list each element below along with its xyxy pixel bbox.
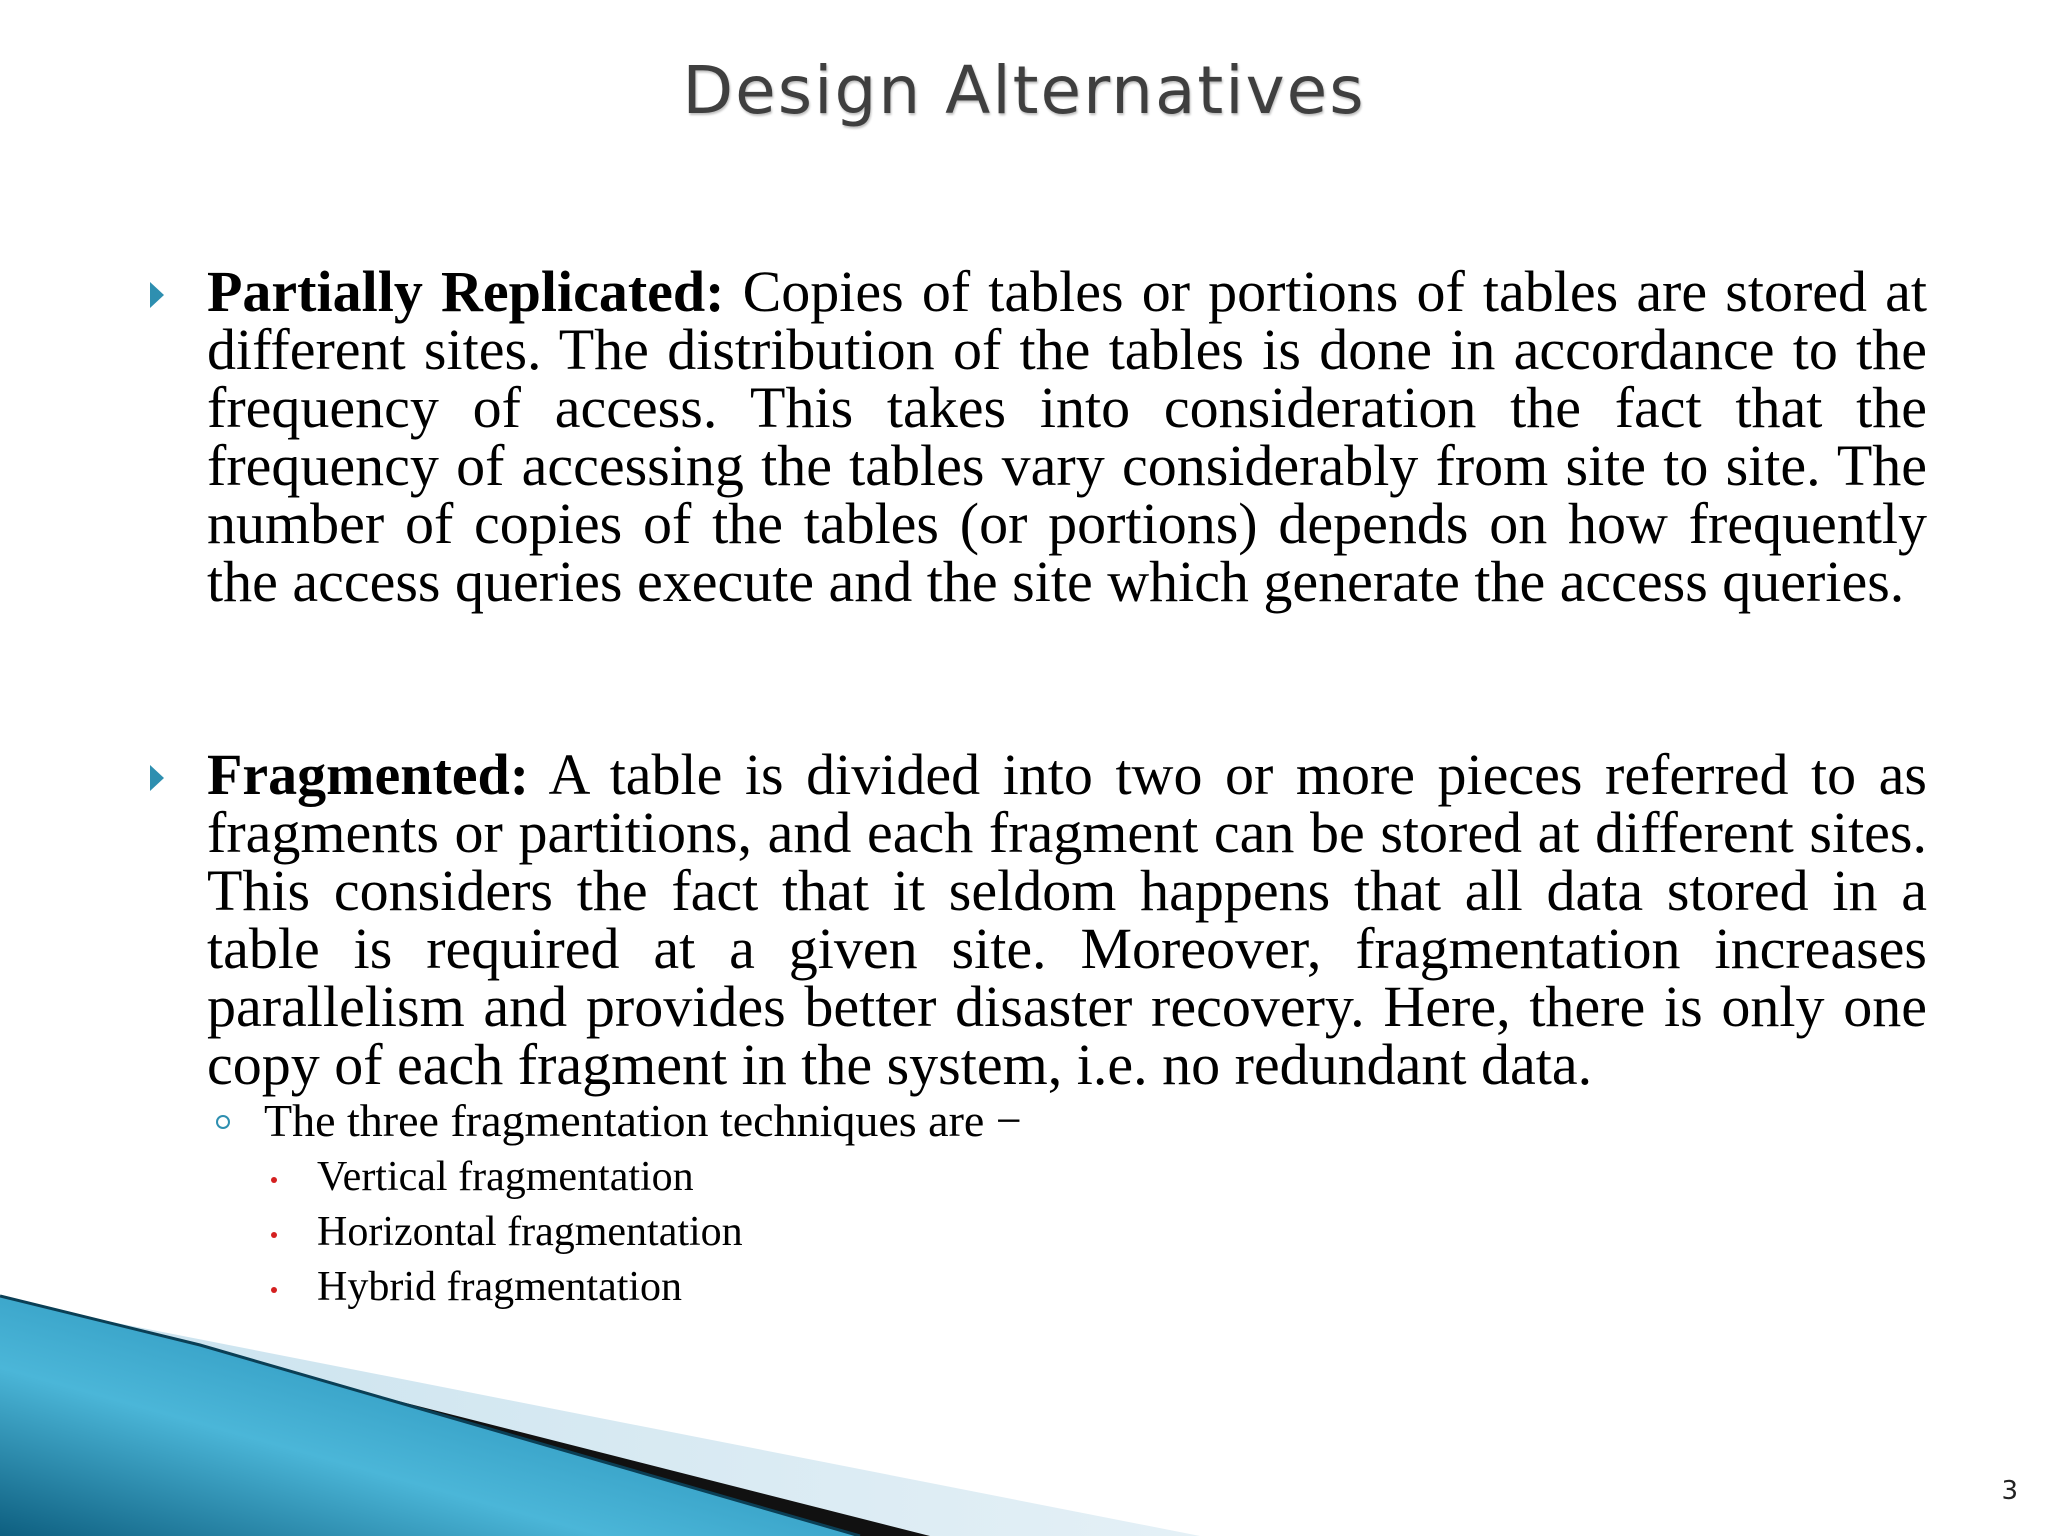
dot-bullet-icon (271, 1232, 277, 1238)
technique-item: Vertical fragmentation (317, 1154, 694, 1200)
bullet-heading: Fragmented: (207, 742, 530, 807)
technique-item: Horizontal fragmentation (317, 1209, 743, 1255)
sub-bullet-techniques: The three fragmentation techniques are − (264, 1095, 1022, 1146)
technique-item: Hybrid fragmentation (317, 1264, 683, 1310)
bullet-partially-replicated (207, 259, 1927, 614)
bullet-text: A table is divided into two or more pieces referred to as fragments or partitions, and each fragment can be stored at different sites. This considers the fact that it seldom happens that all data stored in a table is required at a given site. Moreover, fragmentation increases parallelism and provides better disaster recovery. Here, there is only one copy of each fragment in the system, i.e. no redundant data. (207, 742, 1927, 1097)
ring-bullet-icon (216, 1115, 230, 1129)
arrow-bullet-icon (150, 282, 164, 308)
dot-bullet-icon (271, 1177, 277, 1183)
bullet-heading: Partially Replicated: (207, 259, 725, 324)
slide-title: Design Alternatives (682, 52, 1366, 129)
dot-bullet-icon (271, 1287, 277, 1293)
arrow-bullet-icon (150, 765, 164, 791)
bullet-fragmented (207, 742, 1927, 1097)
bullet-text: Copies of tables or portions of tables are stored at different sites. The distribution of the tables is done in accordance to the frequency of access. This takes into consideration the fact that the frequency of accessing the tables vary considerably from site to site. The number of copies of the tables (or portions) depends on how frequently the access queries execute and the site which generate the access queries. (207, 259, 1927, 614)
page-number: 3 (2001, 1476, 2018, 1506)
